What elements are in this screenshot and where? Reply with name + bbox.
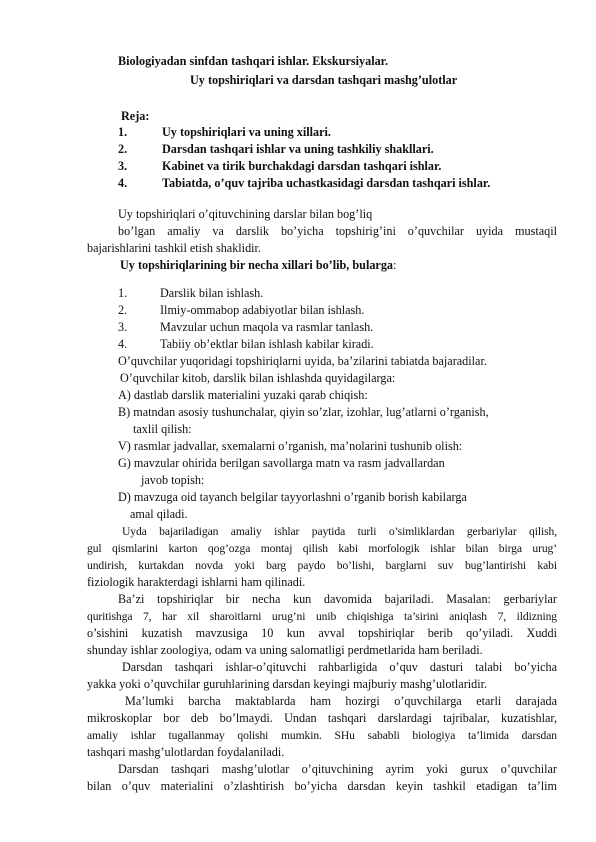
paragraph-line: bilan o’quv materialini o’zlashtirish bo’yicha darsdan keyin tashkil etadigan ta’lim (87, 779, 557, 793)
plan-item (0, 141, 596, 158)
plan-item (0, 124, 596, 141)
guideline-v: V) rasmlar jadvallar, sxemalarni o’rganish, ma’nolarini tushunib olish: (118, 439, 463, 453)
paragraph-line: Darsdan tashqari ishlar-o’qituvchi rahbarligida o’quv dasturi talabi bo’yicha (122, 660, 557, 674)
paragraph-line: yakka yoki o’quvchilar guruhlarining darsdan keyingi majburiy mashg’ulotlaridir. (87, 677, 488, 691)
plan-item-text: Uy topshiriqlari va uning xillari. (162, 125, 331, 139)
kinds-item-number: 4. (118, 337, 128, 351)
kinds-heading-text: Uy topshiriqlarining bir necha xillari bo’lib, bularga (120, 258, 394, 272)
paragraph-line: o’sishini kuzatish mavzusiga 10 kun avval topshiriqlar berib qo’yiladi. Xuddi (87, 626, 557, 640)
kinds-item (0, 302, 596, 319)
paragraph-line: O’quvchilar yuqoridagi topshiriqlarni uyida, ba’zilarini tabiatda bajaradilar. (118, 354, 487, 368)
plan-item (0, 158, 596, 175)
kinds-heading (120, 257, 396, 274)
guideline-b-continued: taxlil qilish: (133, 422, 192, 436)
plan-item-text: Kabinet va tirik burchakdagi darsdan tashqari ishlar. (162, 159, 442, 173)
intro-line: Uy topshiriqlari o’qituvchining darslar bilan bog’liq (118, 207, 373, 221)
kinds-item-text: Mavzular uchun maqola va rasmlar tanlash. (160, 320, 374, 334)
paragraph-line: Ma’lumki barcha maktablarda ham hozirgi o’quvchilarga etarli darajada (125, 694, 557, 708)
plan-item-number: 3. (118, 159, 128, 173)
paragraph-line: undirish, kurtakdan novda yoki barg paydo bo’lishi, barglarni suv bug’lantirishi kabi (87, 559, 557, 572)
plan-item-text: Darsdan tashqari ishlar va uning tashkiliy shakllari. (162, 142, 434, 156)
kinds-item-number: 3. (118, 320, 128, 334)
plan-item-number: 1. (118, 125, 128, 139)
guideline-g: G) mavzular ohirida berilgan savollarga matn va rasm jadvallardan (118, 456, 445, 470)
paragraph-line: Ba’zi topshiriqlar bir necha kun davomida bajariladi. Masalan: gerbariylar (118, 592, 557, 606)
document-subtitle: Uy topshiriqlari va darsdan tashqari mashg’ulotlar (190, 73, 458, 87)
paragraph-line: tashqari mashg’ulotlardan foydalaniladi. (87, 745, 285, 759)
plan-item-number: 4. (118, 176, 128, 190)
paragraph-line: fiziologik harakterdagi ishlarni ham qilinadi. (87, 575, 306, 589)
paragraph-line: quritishga 7, har xil sharoitlarni urug’ni unib chiqishiga ta’sirini aniqlash 7, ildizning (87, 610, 557, 623)
guideline-g-continued: javob topish: (141, 473, 205, 487)
paragraph-line: O’quvchilar kitob, darslik bilan ishlashda quyidagilarga: (120, 371, 396, 385)
kinds-item (0, 285, 596, 302)
paragraph-line: shunday ishlar zoologiya, odam va uning salomatligi perdmetlarida ham beriladi. (87, 643, 483, 657)
intro-line: bajarishlarini tashkil etish shaklidir. (87, 241, 261, 255)
kinds-item-text: Ilmiy-ommabop adabiyotlar bilan ishlash. (160, 303, 365, 317)
paragraph-line: Uyda bajariladigan amaliy ishlar paytida turli o’simliklardan gerbariylar qilish, (122, 525, 557, 538)
plan-item (0, 175, 596, 192)
guideline-b: B) matndan asosiy tushunchalar, qiyin so’zlar, izohlar, lug’atlarni o’rganish, (118, 405, 489, 419)
paragraph-line: gul qismlarini karton qog’ozga montaj qilish kabi morfologik ishlar bilan birga urug’ (87, 542, 557, 555)
kinds-item-number: 2. (118, 303, 128, 317)
intro-line: bo’lgan amaliy va darslik bo’yicha topshirig’ini o’quvchilar uyida mustaqil (118, 224, 557, 238)
kinds-item-text: Tabiiy ob’ektlar bilan ishlash kabilar kiradi. (160, 337, 374, 351)
kinds-heading-colon: : (393, 258, 397, 272)
kinds-item-number: 1. (118, 286, 128, 300)
plan-item-text: Tabiatda, o’quv tajriba uchastkasidagi darsdan tashqari ishlar. (162, 176, 491, 190)
paragraph-line: mikroskoplar bor deb bo’lmaydi. Undan tashqari darslardagi tajribalar, kuzatishlar, (87, 711, 557, 725)
guideline-d: D) mavzuga oid tayanch belgilar tayyorlashni o’rganib borish kabilarga (118, 490, 467, 504)
kinds-item (0, 336, 596, 353)
guideline-d-continued: amal qiladi. (130, 507, 188, 521)
paragraph-line: amaliy ishlar tugallanmay qolishi mumkin. SHu sababli biologiya ta’limida darsdan (87, 729, 557, 742)
kinds-item-text: Darslik bilan ishlash. (160, 286, 264, 300)
guideline-a: A) dastlab darslik materialini yuzaki qarab chiqish: (118, 388, 368, 402)
document-title: Biologiyadan sinfdan tashqari ishlar. Ekskursiyalar. (118, 54, 389, 68)
kinds-item (0, 319, 596, 336)
plan-item-number: 2. (118, 142, 128, 156)
plan-heading: Reja: (121, 109, 150, 123)
paragraph-line: Darsdan tashqari mashg’ulotlar o’qituvchining ayrim yoki gurux o’quvchilar (118, 762, 557, 776)
